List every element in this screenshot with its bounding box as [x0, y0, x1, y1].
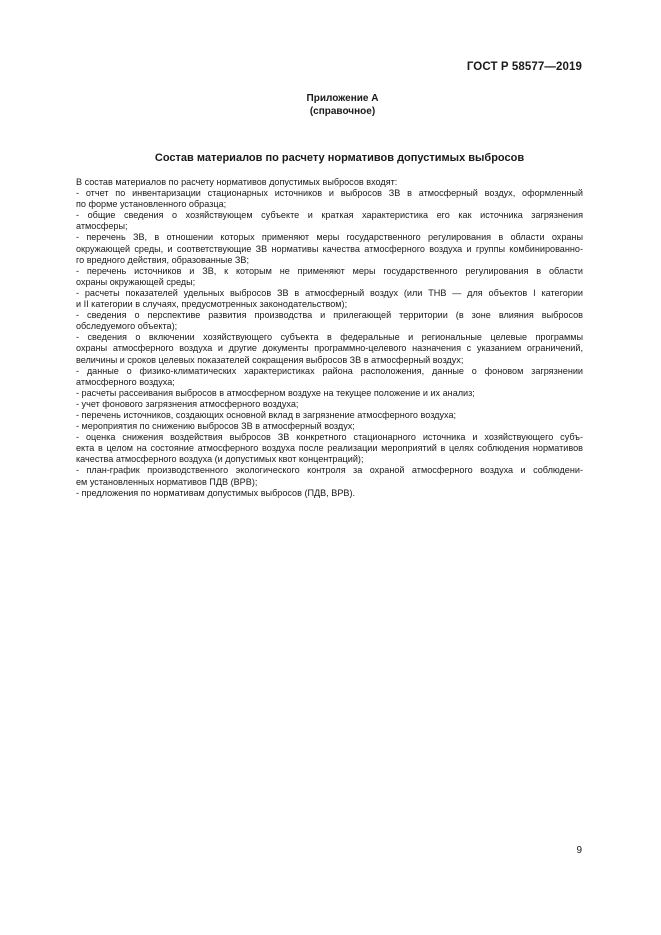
body-line: атмосферного воздуха;: [76, 376, 175, 387]
body-line: - расчеты рассеивания выбросов в атмосферном воздухе на текущее положение и их анализ;: [76, 387, 475, 398]
body-line: - мероприятия по снижению выбросов ЗВ в атмосферный воздух;: [76, 421, 355, 432]
body-text: [76, 177, 583, 499]
annex-subtitle: (справочное): [309, 106, 376, 117]
standard-code: ГОСТ Р 58577—2019: [466, 61, 582, 73]
section-title: Состав материалов по расчету нормативов допустимых выбросов: [154, 152, 525, 164]
body-line: - отчет по инвентаризации стационарных источников и выбросов ЗВ в атмосферный воздух, оформленный: [76, 188, 583, 199]
body-line: - перечень ЗВ, в отношении которых применяют меры государственного регулирования в области охраны: [76, 232, 583, 243]
body-line: - план-график производственного экологического контроля за охраной атмосферного воздуха и соблюдени-: [76, 465, 583, 476]
body-line: В состав материалов по расчету нормативов допустимых выбросов входят:: [76, 177, 398, 187]
body-line: - данные о физико-климатических характеристиках района расположения, данные о фоновом загрязнении: [76, 365, 583, 376]
body-line: обследуемого объекта);: [76, 321, 178, 332]
body-line: качества атмосферного воздуха (и допустимых квот концентраций);: [76, 454, 364, 465]
body-line: охраны окружающей среды;: [76, 276, 196, 287]
body-line: - сведения о перспективе развития производства и прилегающей территории (в зоне влияния выбросов: [76, 310, 583, 321]
body-line: - перечень источников, создающих основной вклад в загрязнение атмосферного воздуха;: [76, 409, 457, 420]
body-line: - общие сведения о хозяйствующем субъекте и краткая характеристика его как источника загрязнения: [76, 210, 583, 221]
body-line: екта в целом на состояние атмосферного воздуха после реализации мероприятий в целях соблюдения нормативов: [76, 443, 583, 454]
body-line: ем установленных нормативов ПДВ (ВРВ);: [76, 476, 258, 487]
page-number: 9: [576, 845, 582, 856]
annex-heading: [0, 92, 661, 118]
body-line: - учет фонового загрязнения атмосферного воздуха;: [76, 398, 299, 409]
body-line: и II категории в случаях, предусмотренных законодательством);: [76, 299, 348, 310]
body-line: го вредного действия, образованные ЗВ;: [76, 254, 250, 265]
annex-title: Приложение А: [306, 93, 379, 104]
body-line: - сведения о включении хозяйствующего субъекта в федеральные и региональные целевые программы: [76, 332, 583, 343]
body-line: - оценка снижения воздействия выбросов ЗВ конкретного стационарного источника и хозяйствующего субъ-: [76, 432, 583, 443]
body-line: величины и сроков целевых показателей сокращения выбросов ЗВ в атмосферный воздух;: [76, 354, 464, 365]
body-line: атмосферы;: [76, 221, 128, 232]
body-line: окружающей среды, и соответствующие ЗВ нормативы качества атмосферного воздуха и группы комбинированно-: [76, 243, 583, 254]
body-line: - предложения по нормативам допустимых выбросов (ПДВ, ВРВ).: [76, 487, 356, 498]
body-line: охраны атмосферного воздуха и другие документы программно-целевого назначения с указанием ограничений,: [76, 343, 583, 354]
body-line: - перечень источников и ЗВ, к которым не применяют меры государственного регулирования в области: [76, 265, 583, 276]
body-line: - расчеты показателей удельных выбросов ЗВ в атмосферный воздух (или ТНВ — для объектов I категории: [76, 287, 583, 298]
body-line: по форме установленного образца;: [76, 199, 227, 210]
